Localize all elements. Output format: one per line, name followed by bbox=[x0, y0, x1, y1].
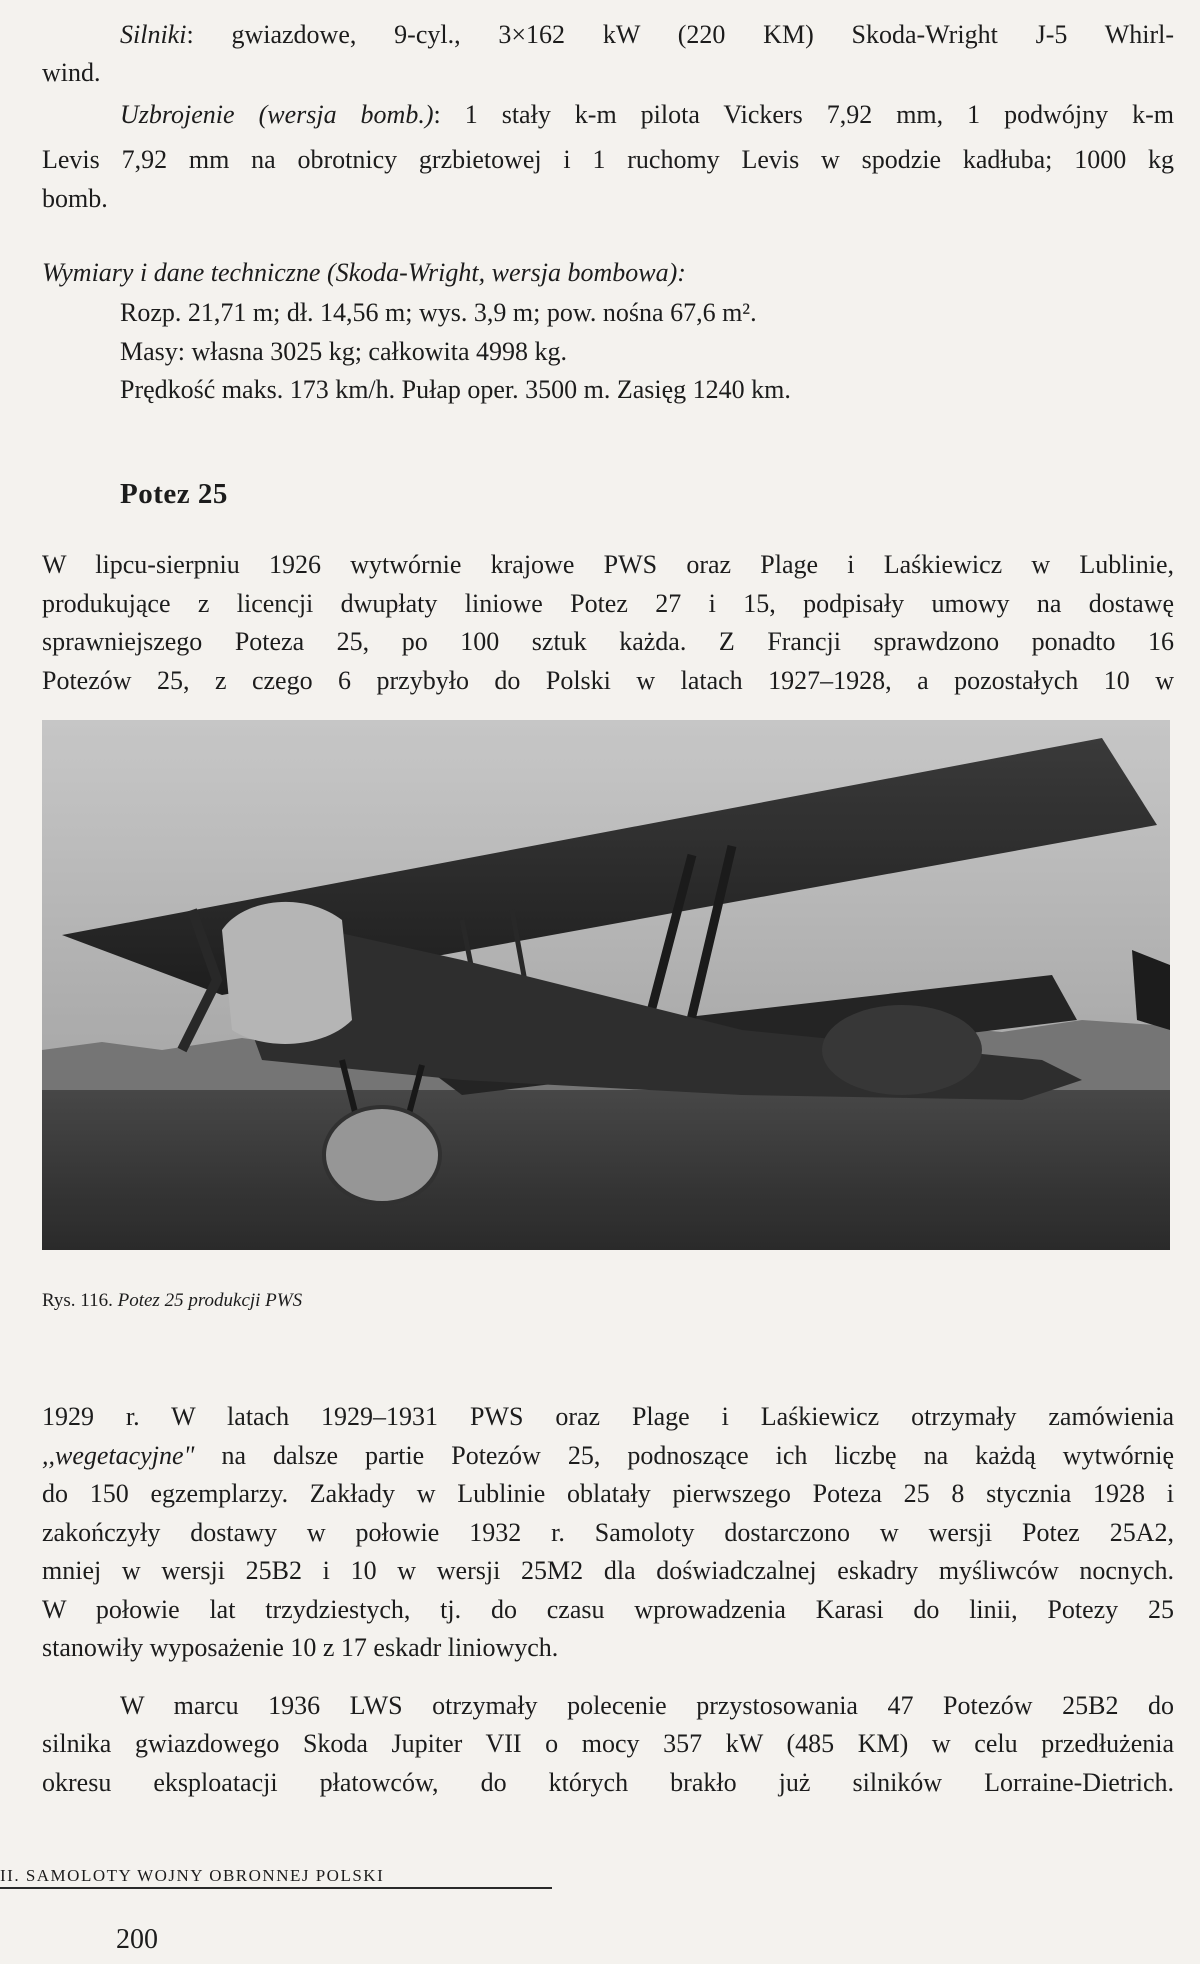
para2-quote: ,,wegetacyjne" bbox=[42, 1440, 195, 1470]
biplane-photo bbox=[42, 720, 1170, 1250]
armament-line2: Levis 7,92 mm na obrotnicy grzbietowej i 1 ruchomy Levis w spodzie kadłuba; 1000 kg bbox=[42, 145, 1174, 174]
dims-block bbox=[120, 294, 1174, 410]
armament-label: Uzbrojenie (wersja bomb.) bbox=[120, 100, 434, 129]
para2-line5: mniej w wersji 25B2 i 10 w wersji 25M2 dla doświadczalnej eskadry myśliwców nocnych. bbox=[42, 1556, 1174, 1585]
para2-line2: na dalsze partie Potezów 25, podnoszące ich liczbę na każdą wytwórnię bbox=[194, 1440, 1174, 1470]
dims-line1: Rozp. 21,71 m; dł. 14,56 m; wys. 3,9 m; pow. nośna 67,6 m². bbox=[120, 298, 757, 327]
caption-prefix: Rys. 116. bbox=[42, 1290, 118, 1311]
spec-armament bbox=[120, 96, 1174, 135]
spec-engines bbox=[120, 16, 1174, 55]
para3-line: W marcu 1936 LWS otrzymały polecenie przystosowania 47 Potezów 25B2 do bbox=[120, 1691, 1174, 1720]
para2-line1: 1929 r. W latach 1929–1931 PWS oraz Plage i Laśkiewicz otrzymały zamówienia bbox=[42, 1402, 1174, 1431]
spec-engines-cont bbox=[42, 54, 1174, 93]
para3-line: okresu eksploatacji płatowców, do których brakło już silników Lorraine-Dietrich. bbox=[42, 1767, 1174, 1797]
spec-armament-cont bbox=[42, 141, 1174, 218]
para2-line6: W połowie lat trzydziestych, tj. do czasu wprowadzenia Karasi do linii, Potezy 25 bbox=[42, 1594, 1174, 1624]
para1-line: sprawniejszego Poteza 25, po 100 sztuk każda. Z Francji sprawdzono ponadto 16 bbox=[42, 627, 1174, 656]
para2-line4: zakończyły dostawy w połowie 1932 r. Samoloty dostarczono w wersji Potez 25A2, bbox=[42, 1517, 1174, 1547]
dims-heading: Wymiary i dane techniczne (Skoda-Wright, wersja bombowa): bbox=[42, 258, 686, 287]
section-title: Potez 25 bbox=[120, 478, 228, 510]
paragraph-3-first bbox=[120, 1687, 1174, 1726]
paragraph-3-rest bbox=[42, 1725, 1174, 1802]
paragraph-2 bbox=[42, 1398, 1174, 1668]
dims-line2: Masy: własna 3025 kg; całkowita 4998 kg. bbox=[120, 336, 567, 366]
biplane-photo-svg bbox=[42, 720, 1170, 1250]
caption-text: Potez 25 produkcji PWS bbox=[117, 1290, 303, 1311]
para2-line7: stanowiły wyposażenie 10 z 17 eskadr liniowych. bbox=[42, 1633, 559, 1662]
paragraph-1 bbox=[42, 546, 1174, 700]
footer-rule bbox=[0, 1887, 552, 1889]
footer-chapter: II. SAMOLOTY WOJNY OBRONNEJ POLSKI bbox=[0, 1866, 385, 1885]
para1-line: Potezów 25, z czego 6 przybyło do Polski w latach 1927–1928, a pozostałych 10 w bbox=[42, 665, 1174, 695]
figure-caption bbox=[42, 1290, 302, 1312]
engines-label: Silniki bbox=[120, 20, 187, 49]
photo-grain bbox=[42, 720, 1170, 1250]
armament-line1: : 1 stały k-m pilota Vickers 7,92 mm, 1 podwójny k-m bbox=[433, 100, 1174, 129]
para1-line: W lipcu-sierpniu 1926 wytwórnie krajowe PWS oraz Plage i Laśkiewicz w Lublinie, bbox=[42, 550, 1174, 579]
engines-text: : gwiazdowe, 9-cyl., 3×162 kW (220 KM) Skoda-Wright J-5 Whirl- bbox=[186, 20, 1174, 49]
armament-line3: bomb. bbox=[42, 183, 108, 213]
page-number: 200 bbox=[116, 1924, 158, 1955]
engines-cont: wind. bbox=[42, 58, 101, 87]
para1-line: produkujące z licencji dwupłaty liniowe Potez 27 i 15, podpisały umowy na dostawę bbox=[42, 588, 1174, 618]
para3-line: silnika gwiazdowego Skoda Jupiter VII o mocy 357 kW (485 KM) w celu przedłużenia bbox=[42, 1729, 1174, 1758]
dims-line3: Prędkość maks. 173 km/h. Pułap oper. 3500 m. Zasięg 1240 km. bbox=[120, 375, 791, 404]
para2-line3: do 150 egzemplarzy. Zakłady w Lublinie oblatały pierwszego Poteza 25 8 stycznia 1928 i bbox=[42, 1479, 1174, 1508]
